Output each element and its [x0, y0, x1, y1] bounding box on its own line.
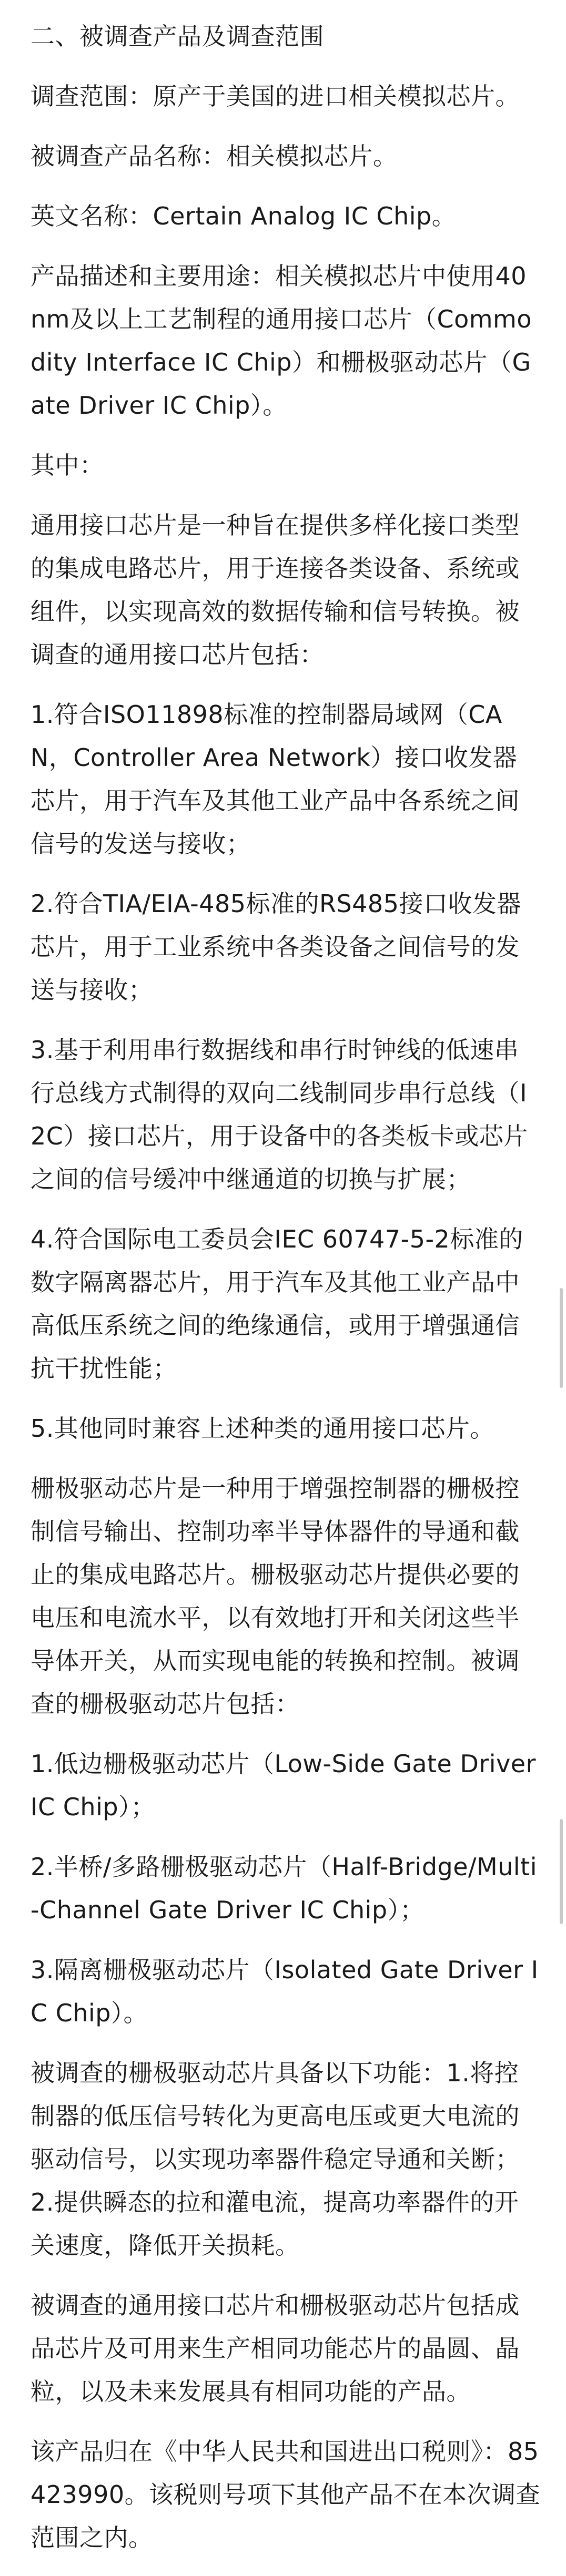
paragraph-interface-intro: 通用接口芯片是一种旨在提供多样化接口类型的集成电路芯片，用于连接各类设备、系统或组件，以实现高效的数据传输和信号转换。被调查的通用接口芯片包括： — [31, 511, 520, 669]
list-item-gate-driver-2: 2.半桥/多路栅极驱动芯片（Half-Bridge/Multi-Channel Gate Driver IC Chip）； — [31, 1853, 537, 1924]
list-item-gate-driver-1: 1.低边栅极驱动芯片（Low-Side Gate Driver IC Chip）； — [31, 1750, 537, 1821]
scrollbar-thumb[interactable] — [560, 1288, 563, 1388]
paragraph-coverage: 被调查的通用接口芯片和栅极驱动芯片包括成品芯片及可用来生产相同功能芯片的晶圆、晶粒，以及未来发展具有相同功能的产品。 — [31, 2291, 520, 2406]
paragraph-product-name: 被调查产品名称：相关模拟芯片。 — [31, 142, 398, 170]
paragraph-english-name: 英文名称：Certain Analog IC Chip。 — [31, 202, 457, 230]
document-body — [31, 15, 541, 2576]
list-item-interface-2: 2.符合TIA/EIA-485标准的RS485接口收发器芯片，用于工业系统中各类设备之间信号的发送与接收； — [31, 890, 521, 1004]
paragraph-among: 其中： — [31, 451, 104, 479]
list-item-gate-driver-3: 3.隔离栅极驱动芯片（Isolated Gate Driver IC Chip）。 — [31, 1956, 539, 2027]
paragraph-gate-driver-functions: 被调查的栅极驱动芯片具备以下功能：1.将控制器的低压信号转化为更高电压或更大电流的驱动信号，以实现功率器件稳定导通和关断；2.提供瞬态的拉和灌电流，提高功率器件的开关速度，降低开关损耗。 — [31, 2059, 520, 2260]
paragraph-tariff: 该产品归在《中华人民共和国进出口税则》：85423990。该税则号项下其他产品不在本次调查范围之内。 — [31, 2437, 541, 2552]
scrollbar-thumb-secondary[interactable] — [560, 1819, 563, 1924]
paragraph-description: 产品描述和主要用途：相关模拟芯片中使用40nm及以上工艺制程的通用接口芯片（Commodity Interface IC Chip）和栅极驱动芯片（Gate Driver IC Chip）。 — [31, 262, 532, 420]
paragraph-scope: 调查范围：原产于美国的进口相关模拟芯片。 — [31, 82, 520, 110]
list-item-interface-4: 4.符合国际电工委员会IEC 60747-5-2标准的数字隔离器芯片，用于汽车及其他工业产品中高低压系统之间的绝缘通信，或用于增强通信抗干扰性能； — [31, 1225, 523, 1383]
list-item-interface-3: 3.基于利用串行数据线和串行时钟线的低速串行总线方式制得的双向二线制同步串行总线（I2C）接口芯片，用于设备中的各类板卡或芯片之间的信号缓冲中继通道的切换与扩展； — [31, 1036, 528, 1193]
list-item-interface-1: 1.符合ISO11898标准的控制器局域网（CAN，Controller Area Network）接口收发器芯片，用于汽车及其他工业产品中各系统之间信号的发送与接收； — [31, 700, 520, 858]
section-heading: 二、被调查产品及调查范围 — [31, 22, 324, 50]
paragraph-gate-driver-intro: 栅极驱动芯片是一种用于增强控制器的栅极控制信号输出、控制功率半导体器件的导通和截止的集成电路芯片。栅极驱动芯片提供必要的电压和电流水平，以有效地打开和关闭这些半导体开关，从而实现电能的转换和控制。被调查的栅极驱动芯片包括： — [31, 1474, 520, 1718]
list-item-interface-5: 5.其他同时兼容上述种类的通用接口芯片。 — [31, 1414, 494, 1443]
